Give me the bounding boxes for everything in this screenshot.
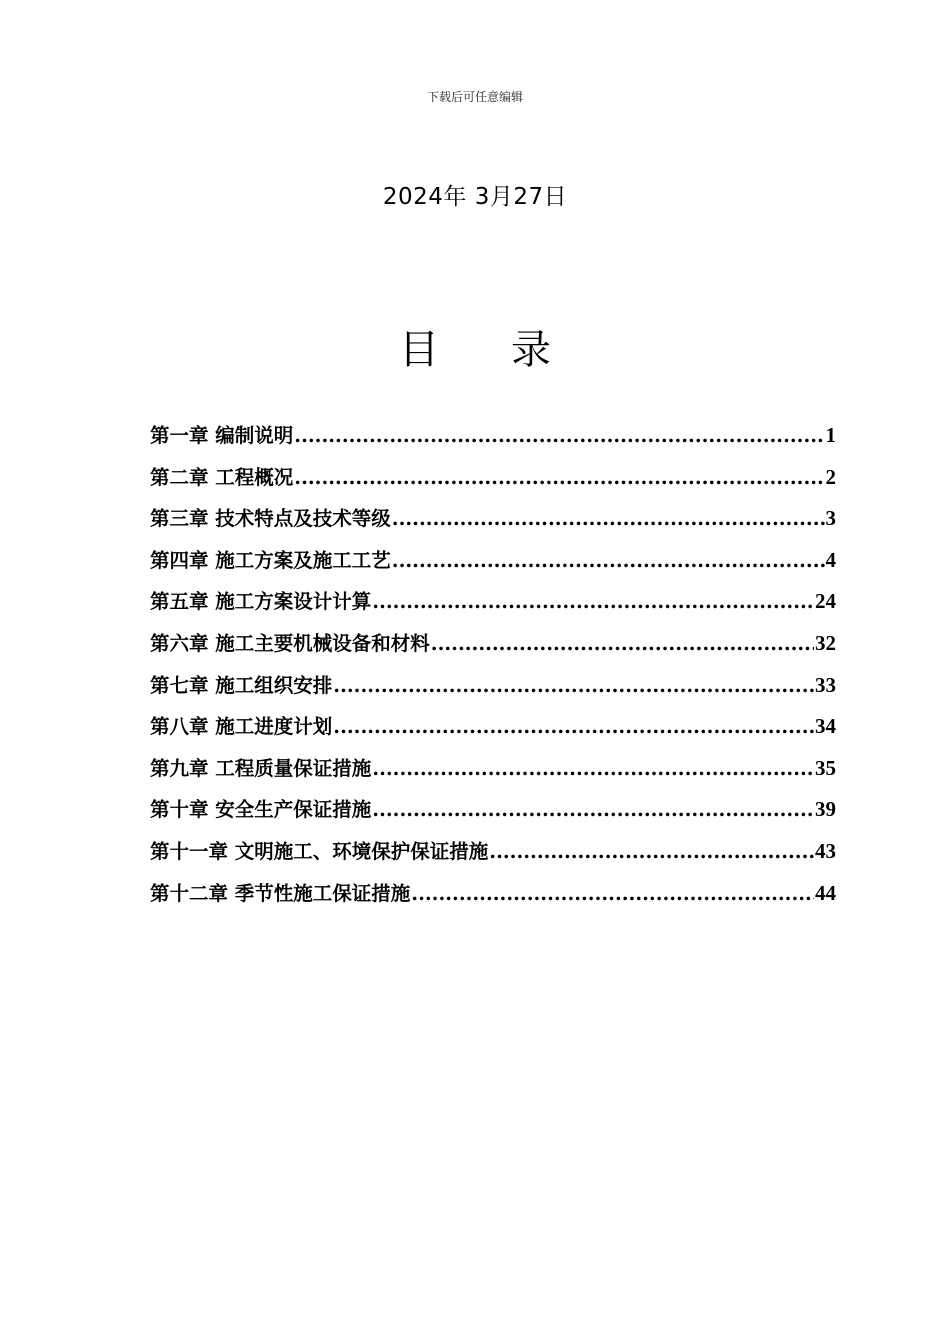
document-date: 2024年 3月27日 bbox=[382, 184, 568, 210]
toc-entry-4[interactable] bbox=[150, 545, 836, 587]
toc-entry-2[interactable] bbox=[150, 462, 836, 504]
toc-dot-leader bbox=[431, 632, 814, 655]
toc-dot-leader bbox=[489, 840, 814, 863]
toc-entry-page: 39 bbox=[815, 797, 836, 822]
toc-entry-label: 第十二章 季节性施工保证措施 bbox=[150, 881, 411, 905]
toc-entry-10[interactable] bbox=[150, 794, 836, 836]
toc-entry-3[interactable] bbox=[150, 503, 836, 545]
toc-entry-label: 第五章 施工方案设计计算 bbox=[150, 590, 372, 614]
toc-entry-page: 24 bbox=[815, 589, 836, 614]
toc-dot-leader bbox=[372, 757, 814, 780]
toc-entry-label: 第三章 技术特点及技术等级 bbox=[150, 507, 391, 531]
toc-entry-label: 第十一章 文明施工、环境保护保证措施 bbox=[150, 839, 489, 863]
toc-dot-leader bbox=[294, 466, 824, 489]
toc-entry-6[interactable] bbox=[150, 628, 836, 670]
toc-dot-leader bbox=[392, 507, 825, 530]
toc-entry-page: 35 bbox=[815, 755, 836, 780]
toc-title-char-1: 目 bbox=[399, 327, 439, 373]
toc-entry-page: 33 bbox=[815, 672, 836, 697]
toc-entry-1[interactable] bbox=[150, 420, 836, 462]
toc-title bbox=[0, 318, 950, 375]
toc-entry-page: 44 bbox=[815, 880, 836, 905]
toc-entry-page: 1 bbox=[825, 423, 836, 447]
toc-entry-page: 3 bbox=[825, 506, 836, 531]
toc-entry-page: 43 bbox=[815, 838, 836, 863]
toc-entry-11[interactable] bbox=[150, 836, 836, 878]
toc-entry-page: 4 bbox=[825, 547, 836, 572]
toc-dot-leader bbox=[333, 715, 814, 738]
toc-dot-leader bbox=[392, 549, 825, 572]
toc-entry-label: 第七章 施工组织安排 bbox=[150, 673, 333, 697]
toc-entry-page: 32 bbox=[815, 630, 836, 655]
toc-dot-leader bbox=[372, 590, 814, 613]
toc-entry-label: 第八章 施工进度计划 bbox=[150, 715, 333, 739]
toc-dot-leader bbox=[372, 798, 814, 821]
toc-entry-label: 第四章 施工方案及施工工艺 bbox=[150, 548, 391, 572]
toc-entry-label: 第九章 工程质量保证措施 bbox=[150, 756, 372, 780]
toc-entry-label: 第一章 编制说明 bbox=[150, 424, 294, 447]
toc-dot-leader bbox=[333, 674, 814, 697]
header-note: 下载后可任意编辑 bbox=[426, 90, 523, 104]
table-of-contents bbox=[150, 420, 836, 919]
toc-entry-9[interactable] bbox=[150, 753, 836, 795]
toc-entry-label: 第十章 安全生产保证措施 bbox=[150, 798, 372, 822]
toc-entry-label: 第二章 工程概况 bbox=[150, 465, 294, 489]
toc-entry-5[interactable] bbox=[150, 586, 836, 628]
toc-entry-page: 34 bbox=[815, 714, 836, 739]
toc-dot-leader bbox=[411, 882, 814, 905]
toc-entry-12[interactable] bbox=[150, 878, 836, 920]
toc-entry-7[interactable] bbox=[150, 670, 836, 712]
toc-dot-leader bbox=[294, 424, 824, 447]
toc-entry-label: 第六章 施工主要机械设备和材料 bbox=[150, 631, 430, 655]
toc-entry-page: 2 bbox=[825, 464, 836, 489]
toc-entry-8[interactable] bbox=[150, 711, 836, 753]
toc-title-char-2: 录 bbox=[511, 327, 551, 373]
